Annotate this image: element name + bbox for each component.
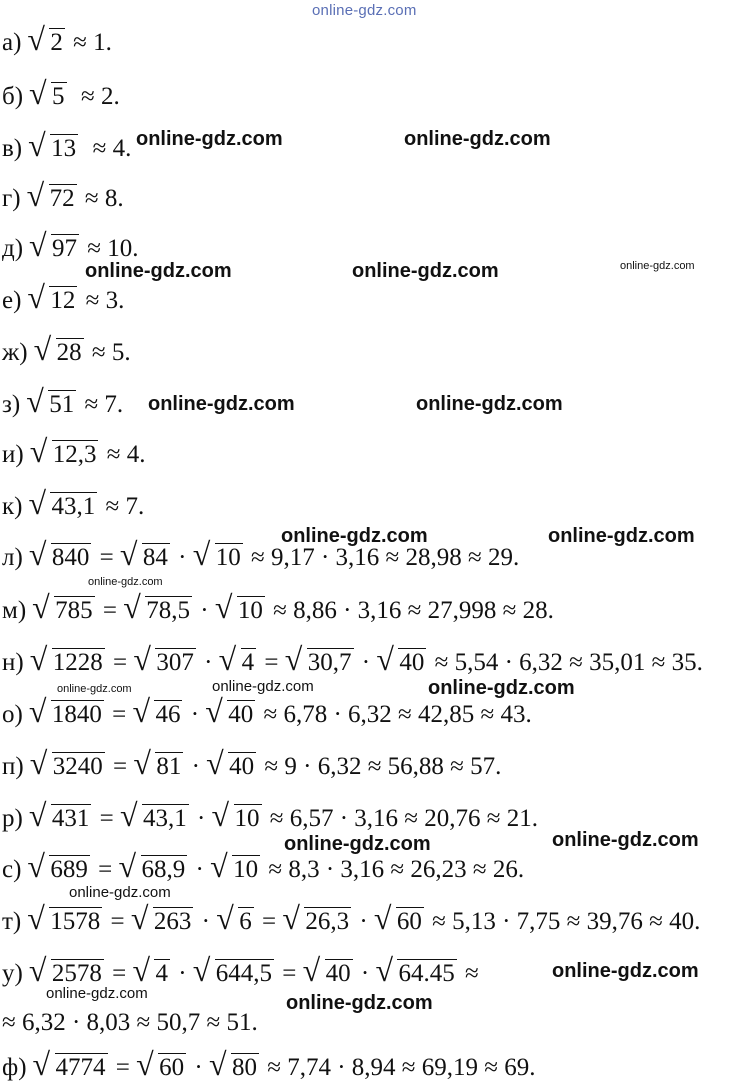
watermark-text: online-gdz.com <box>212 678 314 695</box>
expression-text: ≈ 7. <box>78 391 124 418</box>
radicand: 10 <box>233 856 259 883</box>
expression-text: = <box>93 544 120 571</box>
item-label: л) <box>2 544 23 571</box>
watermark-text: online-gdz.com <box>281 525 428 547</box>
radicand: 12 <box>50 287 76 314</box>
square-root <box>118 848 188 885</box>
item-label: п) <box>2 753 24 780</box>
expression-text: ≈ 9,17 · 3,16 ≈ 28,98 ≈ 29. <box>244 544 520 571</box>
radicand: 51 <box>49 391 75 418</box>
square-root <box>211 797 262 834</box>
radical-sign-icon: √ <box>123 589 141 625</box>
square-root <box>130 900 194 937</box>
watermark-text: online-gdz.com <box>69 884 171 901</box>
expression-text: = <box>96 597 124 624</box>
radical-sign-icon: √ <box>136 1046 154 1082</box>
radicand: 689 <box>50 856 88 883</box>
solution-row <box>2 485 145 522</box>
watermark-text: online-gdz.com <box>46 985 148 1002</box>
radical-sign-icon: √ <box>205 693 223 729</box>
item-label: у) <box>2 960 23 987</box>
radicand: 785 <box>55 597 93 624</box>
expression-text: · <box>188 1054 209 1081</box>
radical-sign-icon: √ <box>216 900 234 936</box>
square-root <box>133 745 183 782</box>
radical-sign-icon: √ <box>27 900 45 936</box>
radicand: 10 <box>215 544 241 571</box>
radicand: 307 <box>156 649 194 676</box>
radicand: 97 <box>52 235 78 262</box>
radical-sign-icon: √ <box>206 745 224 781</box>
item-label: и) <box>2 441 24 468</box>
expression-text: = <box>109 1054 137 1081</box>
expression-text: · <box>354 960 376 987</box>
square-root <box>27 848 90 885</box>
radical-sign-icon: √ <box>373 900 392 936</box>
square-root <box>192 952 274 989</box>
square-root <box>210 848 260 885</box>
square-root <box>28 485 97 522</box>
watermark-text: online-gdz.com <box>57 683 132 695</box>
solution-row <box>2 848 525 885</box>
expression-text: ≈ 9 · 6,32 ≈ 56,88 ≈ 57. <box>258 753 502 780</box>
radicand: 1228 <box>52 649 103 676</box>
radical-sign-icon: √ <box>28 797 47 833</box>
square-root <box>208 1046 259 1083</box>
expression-text: ≈ 10. <box>81 235 139 262</box>
radical-sign-icon: √ <box>32 1046 51 1082</box>
square-root <box>119 536 170 573</box>
radical-sign-icon: √ <box>29 433 48 469</box>
square-root <box>376 641 426 678</box>
watermark-text: online-gdz.com <box>284 833 431 855</box>
radical-sign-icon: √ <box>210 848 228 884</box>
radical-sign-icon: √ <box>118 848 137 884</box>
watermark-text: online-gdz.com <box>548 525 695 547</box>
radical-sign-icon: √ <box>133 745 151 781</box>
expression-text: · <box>171 960 193 987</box>
radicand: 28 <box>56 339 82 366</box>
radicand: 4 <box>241 649 255 676</box>
radical-sign-icon: √ <box>29 75 47 111</box>
item-label: т) <box>2 908 22 935</box>
radicand: 81 <box>156 753 182 780</box>
radical-sign-icon: √ <box>28 127 46 163</box>
expression-text: ≈ 1. <box>66 29 112 56</box>
radicand: 46 <box>155 701 181 728</box>
item-label: м) <box>2 597 27 624</box>
solution-row <box>2 900 701 937</box>
watermark-text: online-gdz.com <box>286 992 433 1014</box>
radicand: 12,3 <box>52 441 97 468</box>
square-root <box>216 900 254 937</box>
square-root <box>29 641 105 678</box>
radicand: 78,5 <box>146 597 191 624</box>
solution-row <box>2 433 146 470</box>
radicand: 840 <box>51 544 90 571</box>
expression-text: = <box>276 960 303 987</box>
radical-sign-icon: √ <box>32 589 50 625</box>
expression-text: · <box>195 908 217 935</box>
solution-row <box>2 383 124 420</box>
expression-text: · <box>190 805 212 832</box>
square-root <box>26 383 76 420</box>
square-root <box>32 1046 108 1083</box>
radical-sign-icon: √ <box>192 952 211 988</box>
radicand: 68,9 <box>141 856 186 883</box>
solution-row <box>2 177 124 214</box>
radicand: 6 <box>239 908 252 935</box>
radicand: 10 <box>234 805 260 832</box>
square-root <box>29 745 105 782</box>
expression-text: · <box>189 856 211 883</box>
item-label: к) <box>2 493 23 520</box>
expression-text: · <box>353 908 374 935</box>
radicand: 263 <box>153 908 192 935</box>
expression-text: = <box>105 701 133 728</box>
item-label: в) <box>2 135 23 162</box>
radical-sign-icon: √ <box>302 952 321 988</box>
radicand: 80 <box>231 1054 257 1081</box>
radical-sign-icon: √ <box>29 641 48 677</box>
radicand: 3240 <box>52 753 103 780</box>
radicand: 431 <box>51 805 90 832</box>
watermark-text: online-gdz.com <box>136 128 283 150</box>
radical-sign-icon: √ <box>33 331 52 367</box>
radicand: 4774 <box>55 1054 106 1081</box>
square-root <box>123 589 192 626</box>
radical-sign-icon: √ <box>29 227 47 263</box>
expression-text: ≈ <box>458 960 479 987</box>
expression-text: ≈ 8. <box>78 185 124 212</box>
square-root <box>26 177 77 214</box>
expression-text: ≈ 5. <box>85 339 131 366</box>
radical-sign-icon: √ <box>284 641 303 677</box>
solution-row <box>2 279 125 316</box>
item-label: ф) <box>2 1054 27 1081</box>
square-root <box>28 797 92 834</box>
radicand: 644,5 <box>215 960 273 987</box>
watermark-text: online-gdz.com <box>148 393 295 415</box>
radical-sign-icon: √ <box>28 485 47 521</box>
radicand: 64.45 <box>398 960 455 987</box>
radicand: 40 <box>399 649 425 676</box>
item-label: н) <box>2 649 24 676</box>
square-root <box>33 331 84 368</box>
expression-text: ≈ 4. <box>100 441 146 468</box>
radicand: 10 <box>237 597 263 624</box>
square-root <box>373 900 424 937</box>
square-root <box>27 900 102 937</box>
radical-sign-icon: √ <box>214 589 233 625</box>
expression-text: ≈ 8,3 · 3,16 ≈ 26,23 ≈ 26. <box>262 856 525 883</box>
solution-row <box>2 1008 258 1038</box>
expression-text: ≈ 6,32 · 8,03 ≈ 50,7 ≈ 51. <box>2 1009 258 1036</box>
item-label: д) <box>2 235 24 262</box>
radicand: 13 <box>51 135 77 162</box>
radical-sign-icon: √ <box>218 641 237 677</box>
solution-row <box>2 693 532 730</box>
expression-text: ≈ 7. <box>99 493 145 520</box>
watermark-text: online-gdz.com <box>88 576 163 588</box>
square-root <box>29 75 67 112</box>
square-root <box>284 641 354 678</box>
watermark-text: online-gdz.com <box>552 829 699 851</box>
radicand: 1578 <box>50 908 101 935</box>
radical-sign-icon: √ <box>29 745 48 781</box>
watermark-text: online-gdz.com <box>620 260 695 272</box>
radical-sign-icon: √ <box>28 536 47 572</box>
square-root <box>119 797 189 834</box>
radicand: 40 <box>229 753 255 780</box>
square-root <box>302 952 353 989</box>
radicand: 84 <box>142 544 168 571</box>
solution-row <box>2 797 539 834</box>
radical-sign-icon: √ <box>376 641 394 677</box>
radicand: 40 <box>325 960 351 987</box>
radicand: 60 <box>159 1054 185 1081</box>
square-root <box>28 127 78 164</box>
solution-row <box>2 1046 536 1083</box>
expression-text: · <box>197 649 219 676</box>
radical-sign-icon: √ <box>119 797 138 833</box>
watermark-text: online-gdz.com <box>416 393 563 415</box>
expression-text: · <box>184 701 206 728</box>
solution-row <box>2 127 132 164</box>
expression-text: = <box>105 960 133 987</box>
solution-row <box>2 75 120 112</box>
item-label: з) <box>2 391 21 418</box>
radicand: 40 <box>228 701 254 728</box>
expression-text: ≈ 6,57 · 3,16 ≈ 20,76 ≈ 21. <box>263 805 539 832</box>
expression-text: · <box>171 544 193 571</box>
square-root <box>205 693 255 730</box>
radical-sign-icon: √ <box>192 536 211 572</box>
watermark-text: online-gdz.com <box>352 260 499 282</box>
item-label: ж) <box>2 339 28 366</box>
square-root <box>133 641 196 678</box>
radicand: 43,1 <box>51 493 96 520</box>
radical-sign-icon: √ <box>27 848 45 884</box>
expression-text: ≈ 7,74 · 8,94 ≈ 69,19 ≈ 69. <box>260 1054 536 1081</box>
expression-text: · <box>355 649 377 676</box>
expression-text: = <box>106 753 134 780</box>
radicand: 2 <box>50 29 63 56</box>
expression-text: = <box>106 649 134 676</box>
square-root <box>375 952 456 989</box>
item-label: о) <box>2 701 23 728</box>
square-root <box>214 589 265 626</box>
item-label: б) <box>2 83 24 110</box>
expression-text: ≈ 5,54 · 6,32 ≈ 35,01 ≈ 35. <box>428 649 703 676</box>
header-watermark: online-gdz.com <box>312 2 417 19</box>
solution-row <box>2 641 703 678</box>
expression-text: ≈ 5,13 · 7,75 ≈ 39,76 ≈ 40. <box>425 908 701 935</box>
radical-sign-icon: √ <box>119 536 138 572</box>
radical-sign-icon: √ <box>27 21 45 57</box>
expression-text: ≈ 4. <box>80 135 132 162</box>
square-root <box>206 745 256 782</box>
radical-sign-icon: √ <box>130 900 149 936</box>
item-label: р) <box>2 805 23 832</box>
expression-text: ≈ 8,86 · 3,16 ≈ 27,998 ≈ 28. <box>266 597 554 624</box>
radical-sign-icon: √ <box>133 641 151 677</box>
item-label: а) <box>2 29 22 56</box>
expression-text: ≈ 6,78 · 6,32 ≈ 42,85 ≈ 43. <box>257 701 532 728</box>
solution-row <box>2 21 112 58</box>
radical-sign-icon: √ <box>211 797 230 833</box>
radical-sign-icon: √ <box>375 952 394 988</box>
radical-sign-icon: √ <box>26 383 44 419</box>
radical-sign-icon: √ <box>132 693 150 729</box>
watermark-text: online-gdz.com <box>85 260 232 282</box>
radical-sign-icon: √ <box>27 279 45 315</box>
square-root <box>32 589 95 626</box>
watermark-text: online-gdz.com <box>428 677 575 699</box>
expression-text: = <box>93 805 120 832</box>
expression-text: ≈ 3. <box>79 287 125 314</box>
expression-text: = <box>258 649 285 676</box>
square-root <box>136 1046 186 1083</box>
square-root <box>28 693 104 730</box>
expression-text: · <box>194 597 215 624</box>
watermark-text: online-gdz.com <box>552 960 699 982</box>
radicand: 60 <box>396 908 422 935</box>
expression-text: = <box>255 908 283 935</box>
solution-row <box>2 589 554 626</box>
square-root <box>132 693 182 730</box>
item-label: е) <box>2 287 22 314</box>
square-root <box>29 227 79 264</box>
expression-text: · <box>185 753 207 780</box>
radicand: 1840 <box>51 701 102 728</box>
radicand: 4 <box>155 960 168 987</box>
radical-sign-icon: √ <box>28 952 47 988</box>
radicand: 72 <box>49 185 75 212</box>
expression-text: ≈ 2. <box>68 83 120 110</box>
square-root <box>218 641 257 678</box>
radicand: 26,3 <box>305 908 350 935</box>
radical-sign-icon: √ <box>208 1046 227 1082</box>
square-root <box>282 900 351 937</box>
radicand: 43,1 <box>142 805 187 832</box>
expression-text: = <box>91 856 119 883</box>
radicand: 5 <box>52 83 65 110</box>
expression-text: = <box>104 908 131 935</box>
square-root <box>27 279 77 316</box>
radicand: 2578 <box>51 960 102 987</box>
radical-sign-icon: √ <box>132 952 150 988</box>
item-label: г) <box>2 185 21 212</box>
watermark-text: online-gdz.com <box>404 128 551 150</box>
item-label: с) <box>2 856 22 883</box>
radical-sign-icon: √ <box>282 900 300 936</box>
solution-row <box>2 331 131 368</box>
radical-sign-icon: √ <box>28 693 47 729</box>
radical-sign-icon: √ <box>26 177 45 213</box>
square-root <box>29 433 99 470</box>
square-root <box>27 21 65 58</box>
square-root <box>192 536 243 573</box>
square-root <box>28 536 92 573</box>
radicand: 30,7 <box>307 649 352 676</box>
solution-row <box>2 745 502 782</box>
